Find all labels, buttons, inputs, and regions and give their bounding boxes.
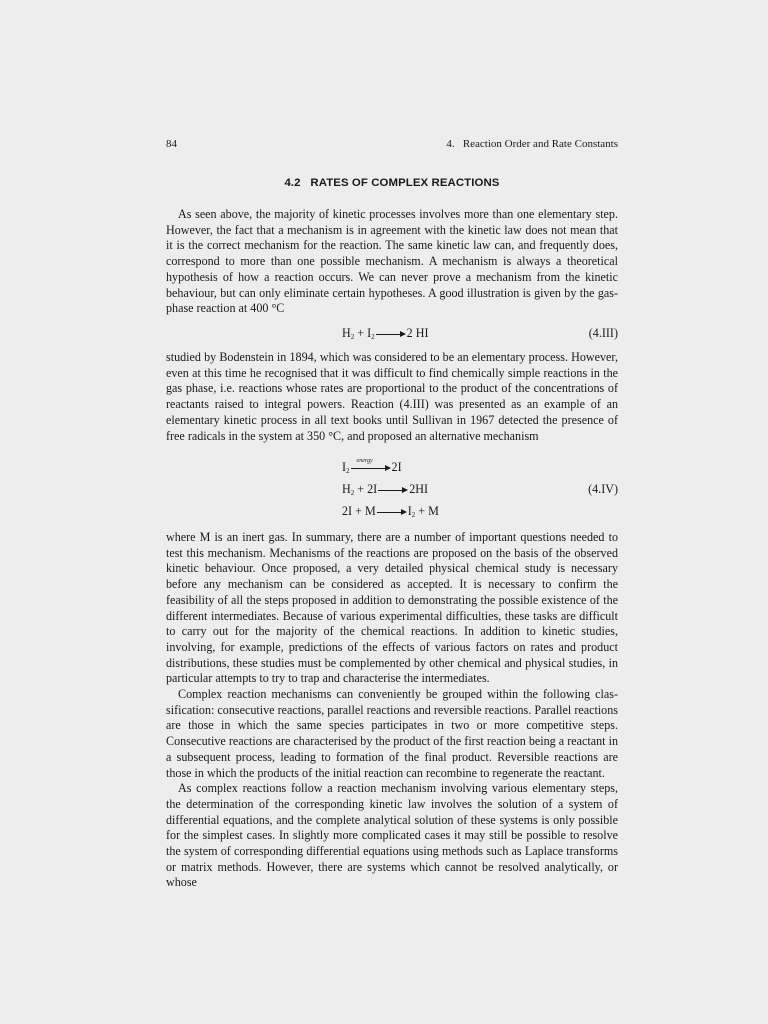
equation-4-IV-step-2: $H_2 + 2I$ 2HI	[342, 482, 428, 497]
equation-number: (4.IV)	[588, 482, 618, 496]
text-block-intro	[166, 207, 618, 317]
running-head	[166, 138, 618, 150]
equation-4-IV-step-1: $I_2$ energy 2I	[342, 458, 402, 475]
paragraph-4: Complex reaction mechanisms can conveniently be grouped within the following classification: consecutive reactions, parallel reactions and reversible reactions. Parallel reactions are those in which the same species participates in two or more competitive steps. Consecutive reactions are characterised by the product of the first reaction being a reactant in a subsequent process, leading to formation of the final product. Reversible reactions are those in which the products of the initial reaction can recombine to regenerate the reactant.	[166, 687, 618, 780]
chapter-title: 4. Reaction Order and Rate Constants	[446, 138, 618, 150]
equation-4-IV-step-3: 2I + M $I_2 + M$	[342, 504, 439, 519]
arrow-label: energy	[356, 458, 373, 465]
reaction-arrow-icon	[377, 507, 407, 517]
equation-4-III-expression: $H_2 + I_2$ 2 HI	[342, 326, 429, 341]
paragraph-3: where M is an inert gas. In summary, there are a number of important questions needed to test this mechanism. Mechanisms of the reactions are proposed on the basis of the observed kinetic behaviour. Once proposed, a very detailed physical chemical study is necessary before any mechanism can be considered as accepted. It is necessary to confirm the feasibility of all the steps proposed in addition to demonstrating the possible existence of the different intermediates. Because of various experimental difficulties, these tasks are difficult to carry out for the majority of the chemical reactions. In addition to kinetic studies, involving, for example, predictions of the effects of various factors on rates and product distributions, these studies must be complemented by other chemical and physical studies, in particular attempts to try to trap and characterise the intermediates.	[166, 530, 618, 686]
text-block-bodenstein	[166, 350, 618, 444]
reaction-arrow-icon	[378, 485, 408, 495]
equation-4-IV	[166, 460, 618, 522]
paragraph-1: As seen above, the majority of kinetic processes involves more than one elementary step. However, the fact that a mechanism is in agreement with the kinetic law does not mean that it is the correct mechanism for the reaction. The same kinetic law can, and frequently does, correspond to more than one possible mechanism. A mechanism is always a theoretical hypothesis of how a reaction occurs. We can never prove a mechanism from the kinetic behaviour, but can only eliminate certain hypotheses. A good illustration is given by the gas-phase reaction at 400 °C	[166, 207, 618, 316]
equation-4-III	[166, 326, 618, 342]
paragraph-5: As complex reactions follow a reaction mechanism involving various elementary steps, the determination of the corresponding kinetic law involves the solution of a system of differential equations, and the complete analytical solution of these systems is only possible for the simplest cases. In slightly more complicated cases it may still be possible to resolve the system of corresponding differential equations using methods such as Laplace transforms or matrix methods. However, there are systems which cannot be resolved analytically, or whose	[166, 781, 618, 890]
text-block-main	[166, 530, 618, 891]
reaction-arrow-icon	[376, 329, 406, 339]
paragraph-2: studied by Bodenstein in 1894, which was considered to be an elementary process. However, even at this time he recognised that it was difficult to find chemically simple reactions in the gas phase, i.e. reactions whose rates are proportional to the product of the concentrations of reactants raised to integral powers. Reaction (4.III) was presented as an example of an elementary kinetic process in all text books until Sullivan in 1967 detected the presence of free radicals in the system at 350 °C, and proposed an alternative mechanism	[166, 350, 618, 443]
page-number: 84	[166, 138, 177, 150]
equation-number: (4.III)	[588, 326, 618, 340]
section-heading: 4.2 RATES OF COMPLEX REACTIONS	[284, 177, 500, 189]
